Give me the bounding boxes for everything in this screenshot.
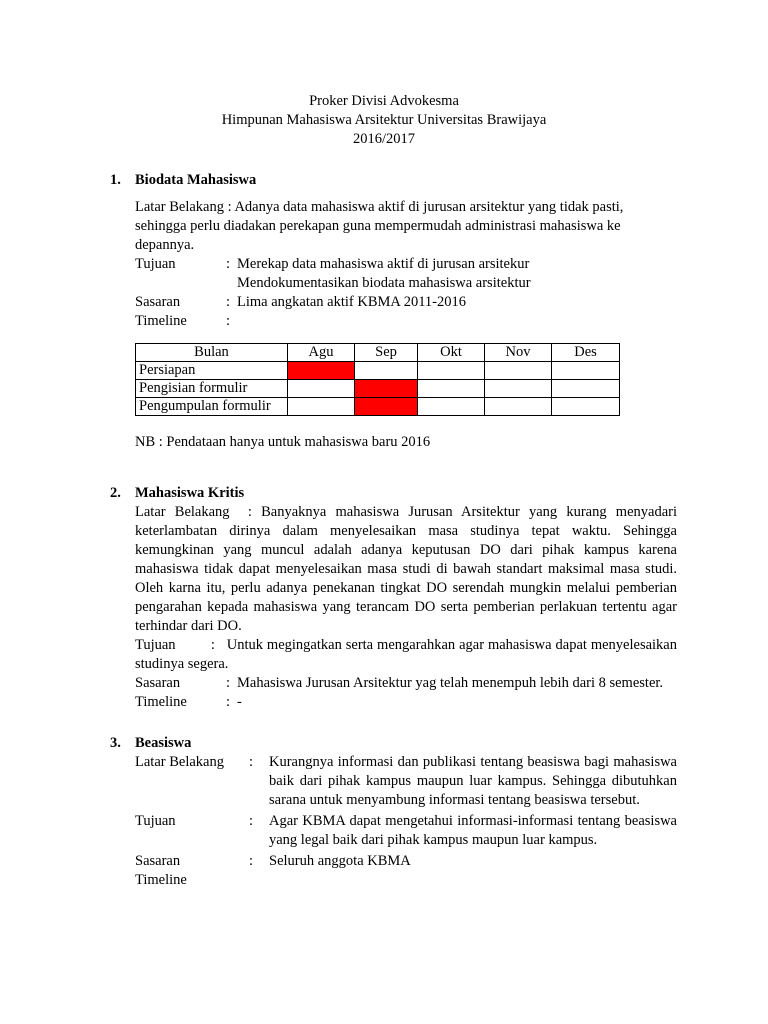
- section-number: 1.: [110, 172, 121, 188]
- section-heading: [110, 734, 680, 753]
- sasaran-label: Sasaran: [135, 294, 181, 310]
- colon: :: [226, 313, 231, 329]
- tujuan-row: [135, 255, 677, 274]
- sasaran-row: [135, 293, 677, 312]
- colon: :: [226, 675, 231, 691]
- cell-empty: [355, 362, 418, 380]
- section-beasiswa: [110, 734, 680, 890]
- row-label-pengumpulan: Pengumpulan formulir: [136, 398, 288, 416]
- cell-empty: [485, 380, 552, 398]
- section-number: 3.: [110, 735, 121, 751]
- section-body: [135, 503, 681, 712]
- tujuan-value: Agar KBMA dapat mengetahui informasi-informasi tentang beasiswa yang legal baik dari pihak kampus maupun luar kampus.: [269, 813, 677, 848]
- colon: :: [249, 754, 254, 770]
- tujuan-label: Tujuan: [135, 256, 176, 272]
- document-header: [0, 92, 768, 149]
- cell-empty: [418, 380, 485, 398]
- header-cell-nov: Nov: [485, 344, 552, 362]
- section-heading: [110, 171, 680, 190]
- row-label-persiapan: Persiapan: [136, 362, 288, 380]
- timeline-label: Timeline: [135, 872, 187, 888]
- latar-belakang-value: Kurangnya informasi dan publikasi tentang beasiswa bagi mahasiswa baik dari pihak kampus maupun luar kampus. Sehingga dibutuhkan sarana untuk menyambung informasi tentang beasiswa tersebut.: [269, 754, 677, 808]
- section-number: 2.: [110, 485, 121, 501]
- section-body: [135, 198, 677, 452]
- timeline-table-header: [136, 344, 620, 362]
- tujuan-row: [135, 812, 677, 850]
- cell-empty: [418, 362, 485, 380]
- header-title: Proker Divisi Advokesma: [309, 93, 459, 109]
- latar-belakang-text: Latar Belakang : Banyaknya mahasiswa Jurusan Arsitektur yang kurang menyadari keterlambatan dirinya dalam menyelesaikan masa studinya tepat waktu. Sehingga kemungkinan yang muncul adalah adanya keputusan DO dari pihak kampus karena mahasiswa tidak dapat menyelesaikan masa studi di bawah standart maksimal masa studi. Oleh karna itu, perlu adanya penekanan tingkat DO serendah mungkin melalui pemberian pengarahan kepada mahasiswa yang terancam DO serta pemberian perlakuan tertentu agar terhindar dari DO.: [135, 504, 681, 634]
- section-body: [135, 753, 677, 890]
- cell-empty: [418, 398, 485, 416]
- sasaran-row: [135, 674, 677, 693]
- section-heading: [110, 484, 680, 503]
- colon: :: [249, 853, 254, 869]
- header-period: 2016/2017: [352, 131, 416, 147]
- colon: :: [226, 256, 231, 272]
- header-organization: Himpunan Mahasiswa Arsitektur Universitas Brawijaya: [221, 112, 547, 128]
- header-cell-okt: Okt: [418, 344, 485, 362]
- colon: :: [226, 694, 231, 710]
- note-text: NB : Pendataan hanya untuk mahasiswa baru 2016: [135, 434, 431, 450]
- section-biodata-mahasiswa: [110, 171, 680, 452]
- cell-empty: [485, 362, 552, 380]
- cell-marked-agu: [288, 362, 355, 380]
- sasaran-label: Sasaran: [135, 675, 181, 691]
- tujuan-value-1: Merekap data mahasiswa aktif di jurusan arsitekur: [237, 256, 530, 272]
- latar-belakang-row: [135, 753, 677, 810]
- timeline-label: Timeline: [135, 694, 187, 710]
- row-label-pengisian: Pengisian formulir: [136, 380, 288, 398]
- timeline-value: -: [237, 694, 242, 710]
- cell-empty: [288, 380, 355, 398]
- cell-empty: [552, 398, 620, 416]
- table-row: [136, 398, 620, 416]
- section-mahasiswa-kritis: [110, 484, 680, 712]
- latar-belakang-text: Latar Belakang : Adanya data mahasiswa aktif di jurusan arsitektur yang tidak pasti, sehingga perlu diadakan perekapan guna mempermudah administrasi mahasiswa ke depannya.: [135, 199, 624, 253]
- sasaran-row: [135, 852, 677, 871]
- sasaran-value: Mahasiswa Jurusan Arsitektur yag telah menempuh lebih dari 8 semester.: [237, 675, 664, 691]
- timeline-row: [135, 693, 677, 712]
- header-cell-sep: Sep: [355, 344, 418, 362]
- tujuan-label: Tujuan: [135, 813, 176, 829]
- cell-empty: [552, 362, 620, 380]
- cell-empty: [485, 398, 552, 416]
- cell-empty: [552, 380, 620, 398]
- cell-marked-sep: [355, 398, 418, 416]
- section-title: Biodata Mahasiswa: [135, 172, 257, 188]
- colon: :: [249, 813, 254, 829]
- section-title: Mahasiswa Kritis: [135, 485, 245, 501]
- header-cell-agu: Agu: [288, 344, 355, 362]
- latar-belakang-label: Latar Belakang: [135, 754, 224, 770]
- timeline-row: [135, 871, 677, 890]
- table-row: [136, 362, 620, 380]
- sasaran-value: Lima angkatan aktif KBMA 2011-2016: [237, 294, 467, 310]
- header-cell-bulan: Bulan: [136, 344, 288, 362]
- tujuan-text: Tujuan : Untuk megingatkan serta mengarahkan agar mahasiswa dapat menyelesaikan studinya segera.: [135, 637, 681, 672]
- sasaran-label: Sasaran: [135, 853, 181, 869]
- table-row: [136, 380, 620, 398]
- tujuan-value-2: Mendokumentasikan biodata mahasiswa arsitektur: [237, 275, 531, 291]
- timeline-row: [135, 312, 677, 331]
- header-cell-des: Des: [552, 344, 620, 362]
- cell-marked-sep: [355, 380, 418, 398]
- sasaran-value: Seluruh anggota KBMA: [269, 853, 411, 869]
- section-title: Beasiswa: [135, 735, 192, 751]
- cell-empty: [288, 398, 355, 416]
- timeline-label: Timeline: [135, 313, 187, 329]
- colon: :: [226, 294, 231, 310]
- timeline-table: [135, 343, 620, 416]
